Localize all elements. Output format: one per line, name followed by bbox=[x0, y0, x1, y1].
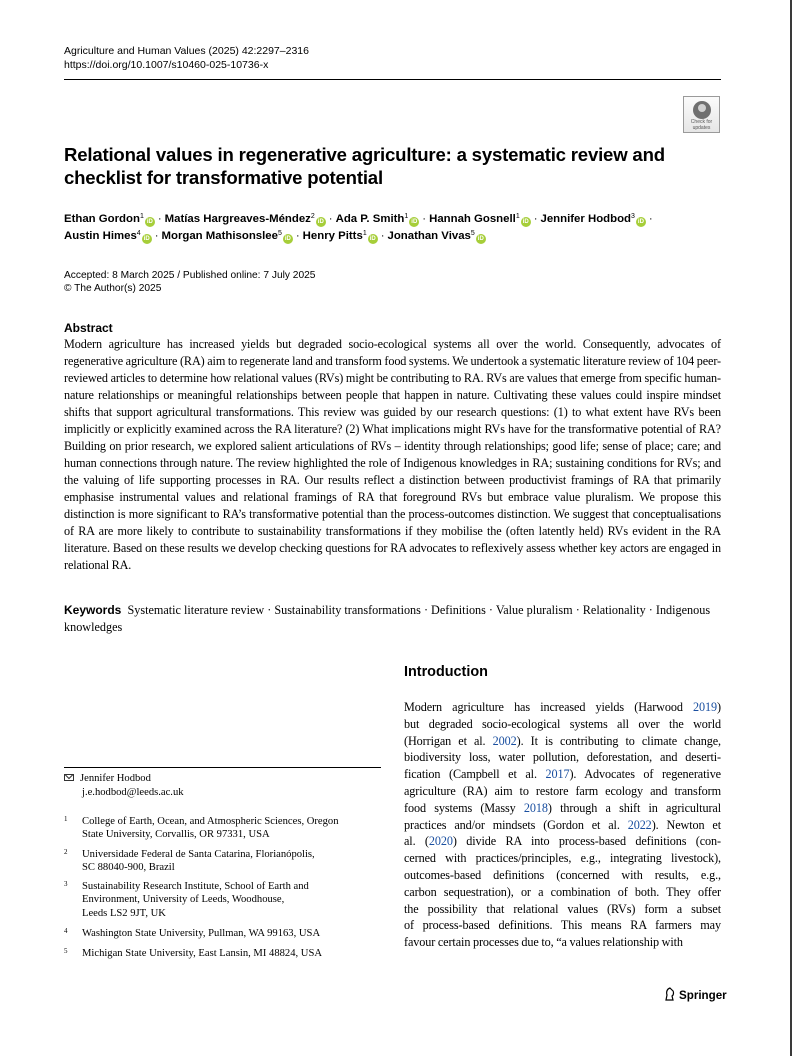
journal-citation: Agriculture and Human Values (2025) 42:2297–2316 bbox=[64, 45, 309, 57]
springer-horse-icon bbox=[664, 987, 676, 1001]
author-list bbox=[64, 211, 724, 244]
author-name[interactable]: Morgan Mathisonslee bbox=[161, 229, 278, 242]
intro-line: biodiversity loss, water pollution, deforestation, and deserti- bbox=[404, 750, 721, 765]
citation-link[interactable]: 2020 bbox=[428, 834, 453, 849]
affiliation-4: 4 Washington State University, Pullman, WA 99163, USA bbox=[64, 927, 321, 939]
intro-line: cerned with practices/principles, e.g., integrating livestock), bbox=[404, 851, 721, 866]
author-name[interactable]: Ethan Gordon bbox=[64, 213, 140, 225]
header-rule bbox=[64, 79, 721, 80]
citation-link[interactable]: 2002 bbox=[492, 733, 517, 748]
correspondence bbox=[64, 772, 184, 800]
abstract-heading: Abstract bbox=[64, 321, 113, 335]
accepted-published: Accepted: 8 March 2025 / Published online: 7 July 2025 bbox=[64, 270, 316, 281]
corresponding-author: Jennifer Hodbod bbox=[80, 773, 151, 784]
author-separator: · bbox=[154, 229, 159, 242]
author-name[interactable]: Henry Pitts bbox=[302, 229, 363, 242]
keywords-label: Keywords bbox=[64, 603, 122, 617]
intro-line: outcomes-based definitions (concerned with results, e.g., bbox=[404, 867, 721, 882]
intro-line: of process-based definitions. This means RA farmers may bbox=[404, 918, 721, 933]
publisher-logo: Springer bbox=[664, 987, 727, 1002]
affiliation-1: 1 College of Earth, Ocean, and Atmospheric Sciences, Oregon State University, Corvallis, OR 97331, USA bbox=[64, 815, 339, 841]
author-affiliation-ref: 4 bbox=[136, 229, 141, 237]
author-affiliation-ref: 5 bbox=[470, 229, 475, 237]
introduction-text bbox=[404, 699, 721, 951]
author-affiliation-ref: 1 bbox=[139, 213, 144, 220]
orcid-icon[interactable]: iD bbox=[146, 219, 153, 225]
keywords bbox=[64, 602, 721, 636]
affiliation-5: 5 Michigan State University, East Lansin, MI 48824, USA bbox=[64, 947, 322, 959]
abstract-text: Modern agriculture has increased yields but degraded socio-ecological systems all over the world. Consequently, advocates of regenerative agriculture (RA) aim to regenerate land and transform food systems. We undertook a systematic literature review of 104 peer-reviewed articles to determine how relational values (RVs) might be contributing to RA. RVs are values that emerge from specific human-nature relationships or meaningful relationships between people that happen in nature. Cultivating these values could inspire mindset shifts that support agricultural transformations. This review was guided by our research questions: (1) to what extent have RVs been implicitly or explicitly examined across the RA literature? (2) What implications might RVs have for the transformative potential of RA? Building on prior research, we explored salient articulations of RVs – identity through relationships; good life; sense of place; care; and human connections through nature. The review highlighted the role of Indigenous knowledges in RA; sustaining conditions for RVs; and the valuing of life supporting processes in RA. Our results reflect a distinction between productivist framings of RA that primarily emphasise instrumental values and relational framings of RA that foreground RVs but embrace value pluralism. We propose this distinction is more significant to RA’s transformative potential than the process-outcomes distinction. We suggest that conceptualisations of RA are more likely to contribute to sustainability transformations if they mobilise the (often latently held) RVs evident in the RA literature. Based on these results we develop checking questions for RA advocates to reflexively assess whether key actors are engaged in relational RA. bbox=[64, 337, 721, 572]
copyright: © The Author(s) 2025 bbox=[64, 283, 162, 294]
author-separator: · bbox=[157, 213, 162, 225]
author-name[interactable]: Austin Himes bbox=[64, 229, 137, 242]
orcid-icon[interactable]: iD bbox=[143, 235, 150, 242]
orcid-icon[interactable]: iD bbox=[477, 235, 484, 242]
author-affiliation-ref: 1 bbox=[404, 213, 409, 220]
author-separator: · bbox=[295, 229, 300, 242]
corresponding-email[interactable]: j.e.hodbod@leeds.ac.uk bbox=[82, 787, 184, 798]
intro-line: Modern agriculture has increased yields (Harwood 2019) bbox=[404, 700, 721, 714]
intro-line: carbon sequestration), or a combination of both. They offer bbox=[404, 884, 721, 899]
citation-link[interactable]: 2022 bbox=[627, 817, 652, 832]
author-affiliation-ref: 5 bbox=[277, 229, 282, 237]
orcid-icon[interactable]: iD bbox=[522, 219, 529, 225]
citation-link[interactable]: 2017 bbox=[545, 767, 570, 782]
author-separator: · bbox=[533, 213, 538, 225]
author-affiliation-ref: 1 bbox=[515, 213, 520, 220]
intro-line: al. (2020) divide RA into process-based definitions (con- bbox=[404, 834, 721, 849]
envelope-icon bbox=[64, 774, 74, 781]
author-affiliation-ref: 3 bbox=[631, 213, 635, 220]
check-for-updates-badge[interactable]: Check for updates bbox=[683, 96, 720, 133]
author-name[interactable]: Ada P. Smith bbox=[335, 213, 405, 225]
author-affiliation-ref: 2 bbox=[310, 213, 315, 220]
orcid-icon[interactable]: iD bbox=[411, 219, 418, 225]
intro-line: (Horrigan et al. 2002). It is contributing to climate change, bbox=[404, 733, 722, 748]
affiliation-3: 3 Sustainability Research Institute, School of Earth and Environment, University of Leeds, Woodhouse, Leeds LS2 9JT, UK bbox=[64, 880, 309, 919]
keywords-list: Systematic literature review · Sustainability transformations · Definitions · Value pluralism · Relationality · Indigenous knowledges bbox=[64, 603, 711, 634]
intro-line: food systems (Massy 2018) through a shift in agricultural bbox=[404, 800, 722, 815]
intro-line: agriculture (RA) aim to restore farm ecology and transform bbox=[404, 783, 721, 798]
intro-line: favour certain processes due to, “a values relationship with bbox=[404, 935, 683, 950]
crossmark-icon bbox=[693, 101, 711, 119]
footnote-rule bbox=[64, 767, 381, 768]
citation-link[interactable]: 2018 bbox=[523, 800, 548, 815]
author-name[interactable]: Hannah Gosnell bbox=[429, 213, 516, 225]
introduction-heading: Introduction bbox=[404, 664, 488, 680]
orcid-icon[interactable]: iD bbox=[637, 219, 644, 225]
intro-line: the possibility that relational values (RVs) form a subset bbox=[404, 901, 721, 916]
author-name[interactable]: Jennifer Hodbod bbox=[540, 213, 632, 225]
author-separator: · bbox=[422, 213, 427, 225]
intro-line: but degraded socio-ecological systems all over the world bbox=[404, 716, 721, 731]
article-title: Relational values in regenerative agriculture: a systematic review and checklist for transformative potential bbox=[64, 144, 665, 188]
journal-header bbox=[64, 44, 309, 72]
intro-line: practices and/or mindsets (Gordon et al. 2022). Newton et bbox=[404, 817, 722, 832]
intro-line: fication (Campbell et al. 2017). Advocates of regenerative bbox=[404, 767, 721, 782]
doi-link[interactable]: https://doi.org/10.1007/s10460-025-10736-x bbox=[64, 59, 269, 71]
orcid-icon[interactable]: iD bbox=[369, 235, 376, 242]
author-separator: · bbox=[380, 229, 385, 242]
author-separator: · bbox=[648, 213, 653, 225]
author-affiliation-ref: 1 bbox=[362, 229, 367, 237]
publication-dates bbox=[64, 269, 315, 295]
orcid-icon[interactable]: iD bbox=[317, 219, 324, 225]
citation-link[interactable]: 2019 bbox=[693, 700, 718, 714]
affiliation-2: 2 Universidade Federal de Santa Catarina, Florianópolis, SC 88040-900, Brazil bbox=[64, 848, 315, 874]
orcid-icon[interactable]: iD bbox=[284, 235, 291, 242]
author-name[interactable]: Matías Hargreaves-Méndez bbox=[164, 213, 311, 225]
author-name[interactable]: Jonathan Vivas bbox=[387, 229, 471, 242]
author-separator: · bbox=[328, 213, 333, 225]
